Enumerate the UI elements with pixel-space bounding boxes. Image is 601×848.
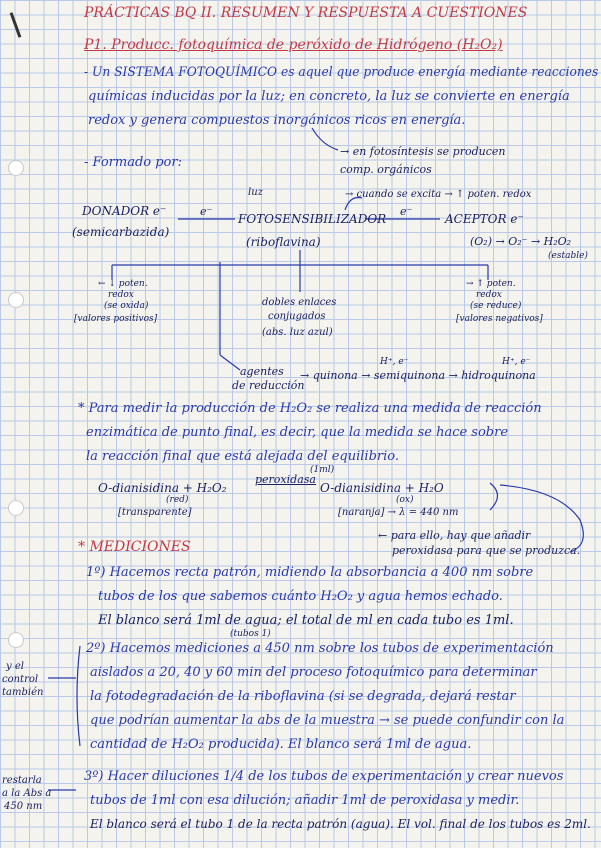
step2-line: la fotodegradación de la riboflavina (si se degrada, dejará restar [90, 689, 516, 704]
left-note: redox [108, 290, 134, 300]
fotosensibilizador-label: FOTOSENSIBILIZADOR [238, 212, 387, 226]
side-note: control [2, 674, 39, 685]
intro-line: redox y genera compuestos inorgánicos ricos en energía. [88, 113, 466, 128]
left-note: ← ↓ poten. [98, 279, 148, 289]
step2-line: 2º) Hacemos mediciones a 450 nm sobre los tubos de experimentación [86, 641, 554, 656]
section-title: P1. Producc. fotoquímica de peróxido de Hidrógeno (H₂O₂) [84, 37, 503, 53]
medir-line: * Para medir la producción de H₂O₂ se realiza una medida de reacción [78, 401, 542, 416]
note-peroxidasa: peroxidasa para que se produzca. [392, 544, 581, 557]
step1-line: 1º) Hacemos recta patrón, midiendo la absorbancia a 400 nm sobre [86, 565, 534, 580]
note-fotosintesis: → en fotosíntesis se producen [340, 145, 506, 158]
tubos-note: (tubos 1) [230, 629, 271, 639]
aceptor-label: ACEPTOR e⁻ [445, 212, 524, 226]
step2-line: que podrían aumentar la abs de la muestra → se puede confundir con la [90, 713, 565, 728]
left-note: (se oxida) [104, 301, 149, 311]
agentes-label: de reducción [232, 379, 305, 392]
page-header: PRÁCTICAS BQ II. RESUMEN Y RESPUESTA A CUESTIONES [84, 5, 528, 21]
donador-sub: (semicarbazida) [72, 225, 170, 239]
agentes-label: agentes [240, 365, 284, 378]
step3-line: tubos de 1ml con esa dilución; añadir 1ml de peroxidasa y medir. [90, 793, 520, 808]
intro-line: - Un SISTEMA FOTOQUÍMICO es aquel que produce energía mediante reacciones [84, 65, 599, 80]
mediciones-heading: * MEDICIONES [78, 539, 191, 555]
naranja-label: [naranja] → λ = 440 nm [338, 507, 459, 518]
step1-line: El blanco será 1ml de agua; el total de ml en cada tubo es 1ml. [98, 613, 514, 628]
h-label: H⁺, e⁻ [502, 357, 531, 367]
side-note: restarla [2, 775, 42, 786]
right-note: → ↑ poten. [466, 279, 516, 289]
quinona-chain: → quinona → semiquinona → hidroquinona [300, 369, 536, 382]
electron-label: e⁻ [200, 205, 213, 218]
transparente-label: [transparente] [118, 507, 192, 518]
electron-label: e⁻ [400, 205, 413, 218]
right-note: (se reduce) [470, 301, 522, 311]
aceptor-sub: (O₂) → O₂⁻ → H₂O₂ [470, 235, 572, 248]
step3-line: 3º) Hacer diluciones 1/4 de los tubos de experimentación y crear nuevos [84, 769, 564, 784]
note-fotosintesis: comp. orgánicos [340, 163, 432, 176]
step3-line: El blanco será el tubo 1 de la recta patrón (agua). El vol. final de los tubos es 2ml. [90, 817, 591, 831]
right-note: redox [476, 290, 502, 300]
reaction-left: O-dianisidina + H₂O₂ [98, 481, 227, 495]
luz-label: luz [248, 187, 263, 198]
side-note: también [2, 687, 44, 698]
ox-label: (ox) [396, 495, 414, 505]
fotosensibilizador-sub: (riboflavina) [246, 235, 321, 249]
red-label: (red) [166, 495, 189, 505]
h-label: H⁺, e⁻ [380, 357, 409, 367]
side-note: a la Abs a [2, 788, 52, 799]
side-note: 450 nm [4, 801, 43, 812]
cuando-excita-note: → cuando se excita → ↑ poten. redox [345, 189, 532, 200]
right-note: [valores negativos] [456, 314, 543, 324]
medir-line: la reacción final que está alejada del equilibrio. [86, 449, 400, 464]
intro-line: químicas inducidas por la luz; en concreto, la luz se convierte en energía [88, 89, 570, 104]
formado-label: - Formado por: [84, 155, 182, 170]
left-note: [valores positivos] [74, 314, 158, 324]
step2-line: cantidad de H₂O₂ producida). El blanco será 1ml de agua. [90, 737, 472, 752]
dobles-enlaces-note: (abs. luz azul) [262, 327, 333, 338]
dobles-enlaces-note: dobles enlaces [262, 297, 337, 308]
donador-label: DONADOR e⁻ [82, 204, 167, 218]
enzyme-label: peroxidasa [255, 473, 316, 486]
dobles-enlaces-note: conjugados [268, 311, 326, 322]
step2-line: aislados a 20, 40 y 60 min del proceso fotoquímico para determinar [90, 665, 537, 680]
reaction-right: O-dianisidina + H₂O [320, 481, 444, 495]
estable-label: (estable) [548, 251, 588, 261]
note-peroxidasa: ← para ello, hay que añadir [378, 529, 531, 542]
side-note: y el [6, 661, 24, 672]
step1-line: tubos de los que sabemos cuánto H₂O₂ y agua hemos echado. [98, 589, 503, 604]
one-ml-label: (1ml) [310, 465, 335, 475]
medir-line: enzimática de punto final, es decir, que la medida se hace sobre [86, 425, 509, 440]
